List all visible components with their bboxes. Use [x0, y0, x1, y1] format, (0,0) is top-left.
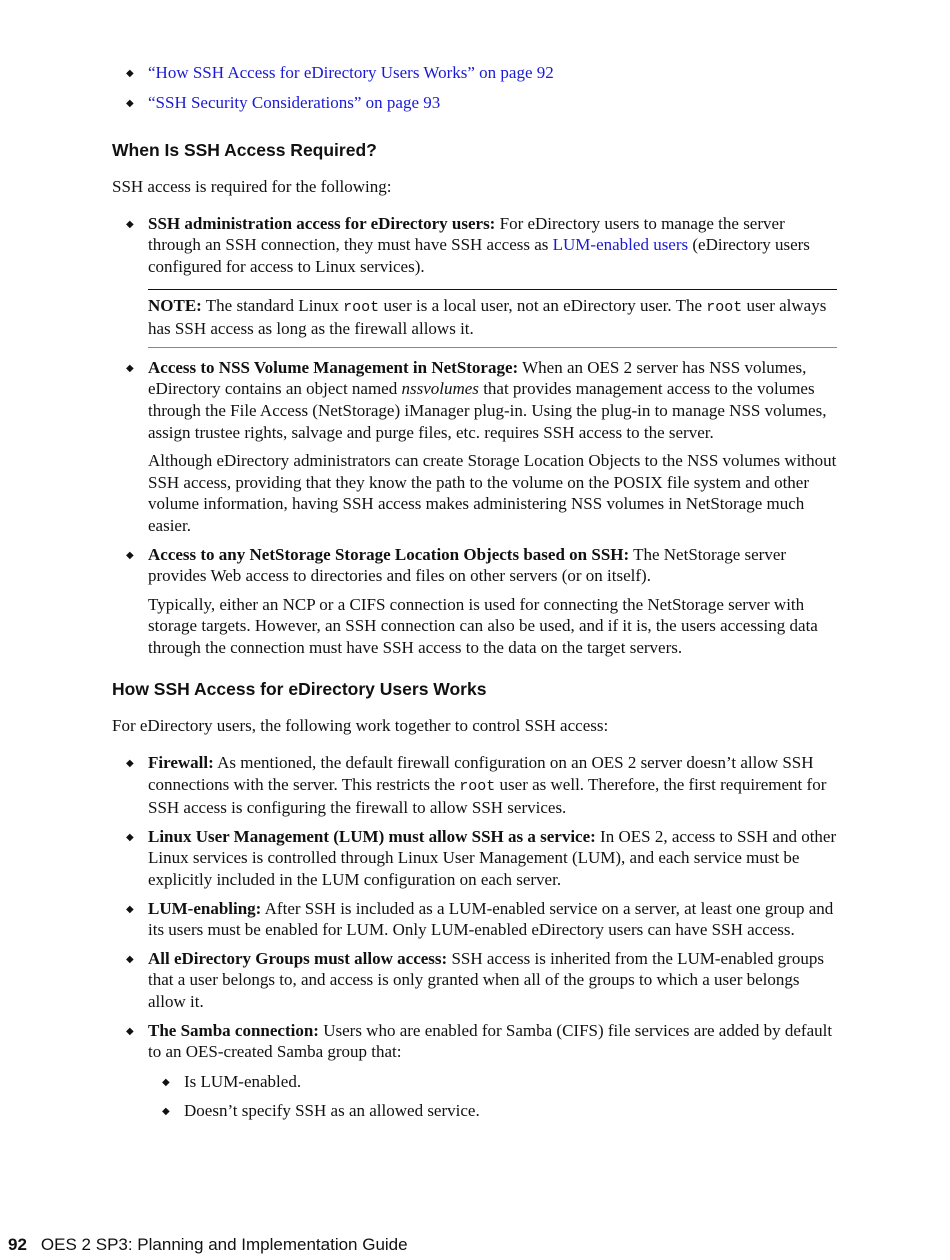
- requirements-list: [112, 213, 837, 278]
- list-item: ◆ Is LUM-enabled.: [148, 1071, 837, 1093]
- requirements-list-continued: [112, 357, 837, 659]
- item-term: Access to NSS Volume Management in NetStorage:: [148, 357, 519, 377]
- item-term: Linux User Management (LUM) must allow SSH as a service:: [148, 826, 596, 846]
- code-root: root: [706, 298, 743, 316]
- list-item: [112, 948, 837, 1013]
- item-text: When an OES 2 server has NSS volumes, eDirectory contains an object named: [148, 357, 807, 399]
- list-item: [112, 544, 837, 659]
- list-item: [112, 1020, 837, 1122]
- item-text: As mentioned, the default firewall configuration on an OES 2 server doesn’t allow SSH connections with the server. This restricts the: [148, 753, 814, 794]
- code-root: root: [459, 777, 496, 795]
- item-text: The NetStorage server provides Web access to directories and files on other servers (or on itself).: [148, 544, 787, 586]
- item-text: SSH access is inherited from the LUM-enabled groups that a user belongs to, and access is only granted when all of the groups to which a user belongs allow it.: [148, 948, 824, 1011]
- item-text: For eDirectory users to manage the server through an SSH connection, they must have SSH access as: [148, 213, 785, 255]
- item-term: Firewall:: [148, 753, 214, 773]
- list-item: [112, 213, 837, 278]
- list-item: ◆ Doesn’t specify SSH as an allowed service.: [148, 1100, 837, 1122]
- page-number: 92: [8, 1235, 27, 1254]
- toc-link-ssh-security[interactable]: “SSH Security Considerations” on page 93: [148, 92, 441, 112]
- section-intro: For eDirectory users, the following work together to control SSH access:: [112, 716, 609, 736]
- section-intro: SSH access is required for the following:: [112, 177, 392, 197]
- lum-enabled-users-link[interactable]: LUM-enabled users: [552, 235, 689, 255]
- note-box: [148, 289, 837, 348]
- toc-link-how-ssh-works[interactable]: “How SSH Access for eDirectory Users Works” on page 92: [148, 63, 554, 82]
- item-term: LUM-enabling:: [148, 898, 262, 918]
- item-paragraph: Typically, either an NCP or a CIFS connection is used for connecting the NetStorage server with storage targets. However, an SSH connection can also be used, and if it is, the users accessing data through the connection must have SSH access to the data on the target servers.: [148, 594, 818, 657]
- item-term: Access to any NetStorage Storage Location Objects based on SSH:: [148, 544, 630, 564]
- list-item: [112, 62, 837, 84]
- item-text: that provides management access to the volumes through the File Access (NetStorage) iManager plug-in. Using the plug-in to manage NSS volumes, assign trustee rights, salvage and purge files, etc. requires SSH access to the server.: [148, 379, 827, 442]
- item-text: In OES 2, access to SSH and other Linux services is controlled through Linux User Management (LUM), and each service must be explicitly included in the LUM configuration on each server.: [148, 826, 837, 890]
- samba-group-sublist: [148, 1071, 837, 1122]
- controls-list: [112, 752, 837, 1122]
- page-footer: [8, 1235, 408, 1255]
- item-paragraph: Although eDirectory administrators can create Storage Location Objects to the NSS volumes without SSH access, providing that they know the path to the volume on the POSIX file system and other volume information, having SSH access makes administering NSS volumes in NetStorage much easier.: [148, 451, 837, 535]
- list-item: [112, 898, 837, 941]
- item-text: (eDirectory users configured for access to Linux services).: [148, 235, 810, 276]
- list-item: [112, 357, 837, 537]
- note-text: user always has SSH access as long as the firewall allows it.: [148, 295, 827, 339]
- item-term: The Samba connection:: [148, 1020, 319, 1040]
- item-term: SSH administration access for eDirectory users:: [148, 213, 496, 233]
- item-term: All eDirectory Groups must allow access:: [148, 948, 448, 968]
- item-text: Users who are enabled for Samba (CIFS) file services are added by default to an OES-created Samba group that:: [148, 1020, 833, 1062]
- object-name: nssvolumes: [401, 379, 479, 399]
- section-heading-when-required: When Is SSH Access Required?: [112, 140, 377, 161]
- code-root: root: [343, 298, 380, 316]
- list-item: [112, 92, 837, 114]
- section-heading-how-works: How SSH Access for eDirectory Users Works: [112, 679, 487, 700]
- footer-title: OES 2 SP3: Planning and Implementation Guide: [40, 1235, 408, 1254]
- note-text: The standard Linux: [201, 295, 344, 315]
- toc-link-list: [112, 62, 837, 113]
- note-text: user is a local user, not an eDirectory user. The: [379, 295, 707, 315]
- note-label: NOTE:: [148, 295, 202, 315]
- item-text: After SSH is included as a LUM-enabled service on a server, at least one group and its users must be enabled for LUM. Only LUM-enabled eDirectory users can have SSH access.: [148, 898, 834, 940]
- item-text: user as well. Therefore, the first requirement for SSH access is configuring the firewall to allow SSH services.: [148, 774, 827, 818]
- page-content: [112, 62, 837, 1130]
- list-item: [112, 752, 837, 819]
- list-item: [112, 826, 837, 891]
